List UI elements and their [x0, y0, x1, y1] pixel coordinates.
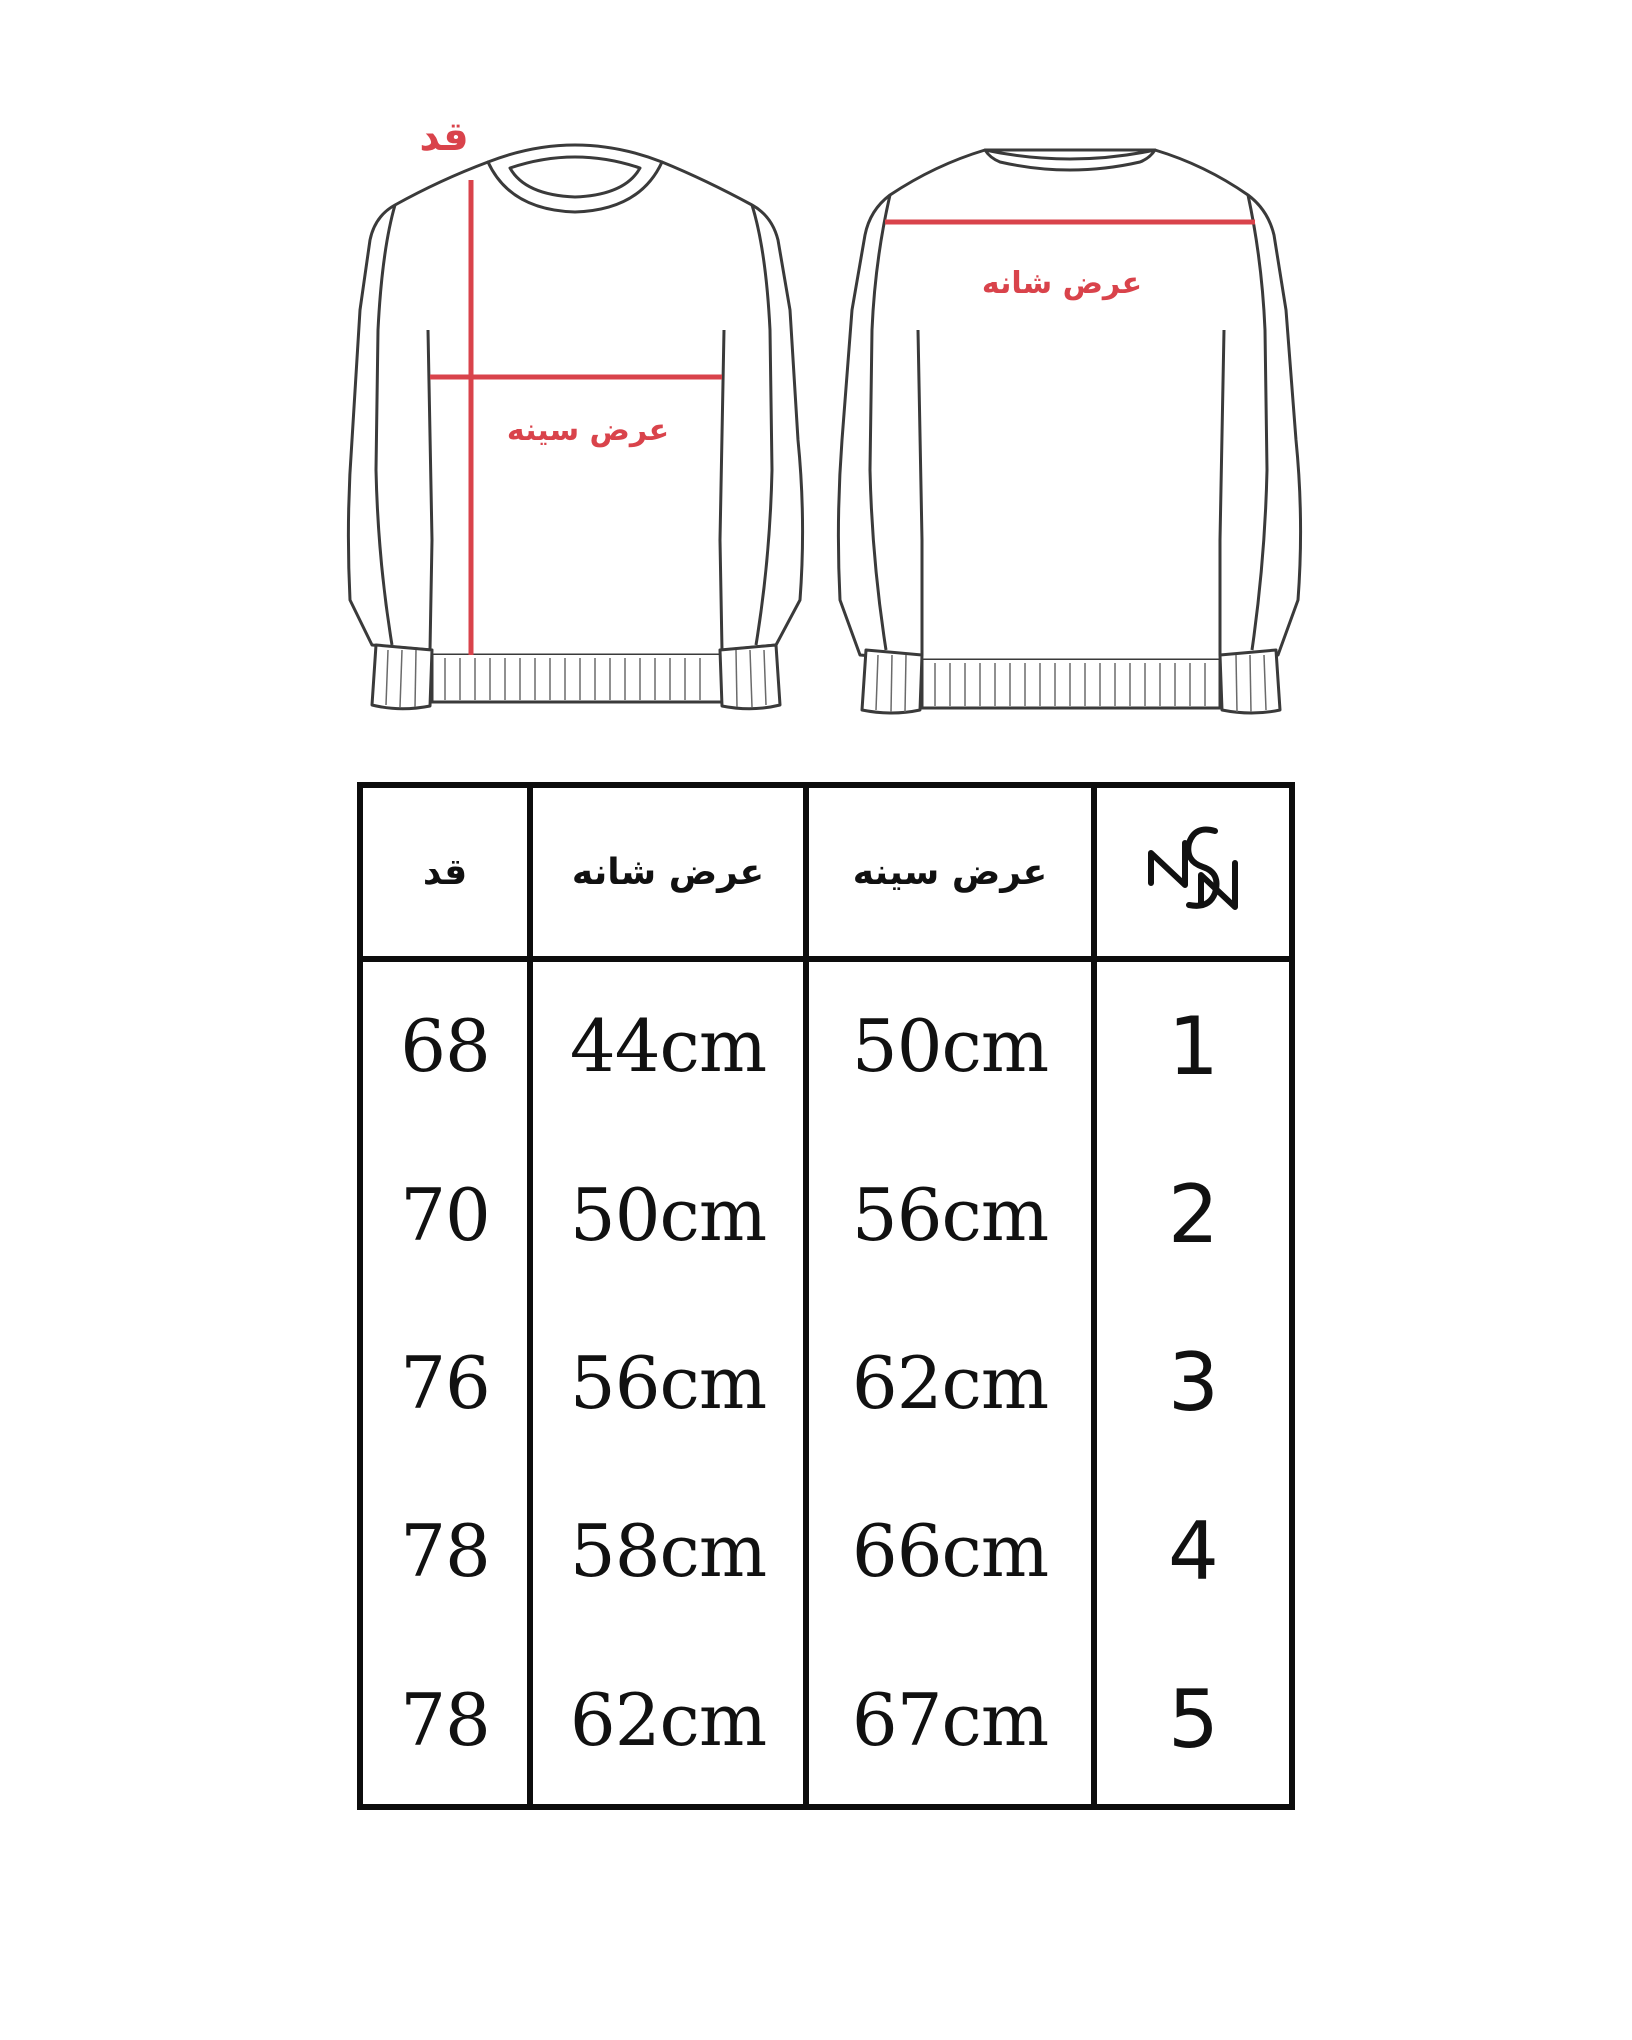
length-label: قد: [419, 114, 469, 160]
header-chest-width: عرض سینه: [806, 785, 1094, 959]
header-shoulder-width: عرض شانه: [530, 785, 806, 959]
chest-width-cell: 67cm: [806, 1636, 1094, 1807]
table-row: [360, 1636, 1292, 1807]
brand-logo-icon: [1143, 813, 1243, 932]
chest-width-cell: 62cm: [806, 1299, 1094, 1467]
size-number-cell: 4: [1094, 1467, 1292, 1635]
chest-width-label: عرض سینه: [506, 413, 670, 448]
chest-width-cell: 50cm: [806, 959, 1094, 1130]
table-header-row: [360, 785, 1292, 959]
size-number-cell: 3: [1094, 1299, 1292, 1467]
length-cell: 68: [360, 959, 530, 1130]
header-length: قد: [360, 785, 530, 959]
length-cell: 76: [360, 1299, 530, 1467]
shoulder-width-cell: 56cm: [530, 1299, 806, 1467]
table-row: [360, 1299, 1292, 1467]
size-number-cell: 1: [1094, 959, 1292, 1130]
shoulder-width-cell: 62cm: [530, 1636, 806, 1807]
shoulder-width-cell: 50cm: [530, 1130, 806, 1298]
table-row: [360, 1130, 1292, 1298]
size-chart-table: [357, 782, 1295, 1810]
table-row: [360, 959, 1292, 1130]
length-cell: 78: [360, 1467, 530, 1635]
length-cell: 70: [360, 1130, 530, 1298]
back-sweatshirt-illustration: [838, 150, 1300, 713]
chest-width-cell: 66cm: [806, 1467, 1094, 1635]
size-number-cell: 5: [1094, 1636, 1292, 1807]
header-logo: [1094, 785, 1292, 959]
table-row: [360, 1467, 1292, 1635]
shoulder-width-cell: 58cm: [530, 1467, 806, 1635]
sweatshirt-measurement-diagram: [0, 0, 1632, 740]
length-cell: 78: [360, 1636, 530, 1807]
shoulder-width-cell: 44cm: [530, 959, 806, 1130]
shoulder-width-label: عرض شانه: [981, 266, 1143, 301]
size-number-cell: 2: [1094, 1130, 1292, 1298]
chest-width-cell: 56cm: [806, 1130, 1094, 1298]
